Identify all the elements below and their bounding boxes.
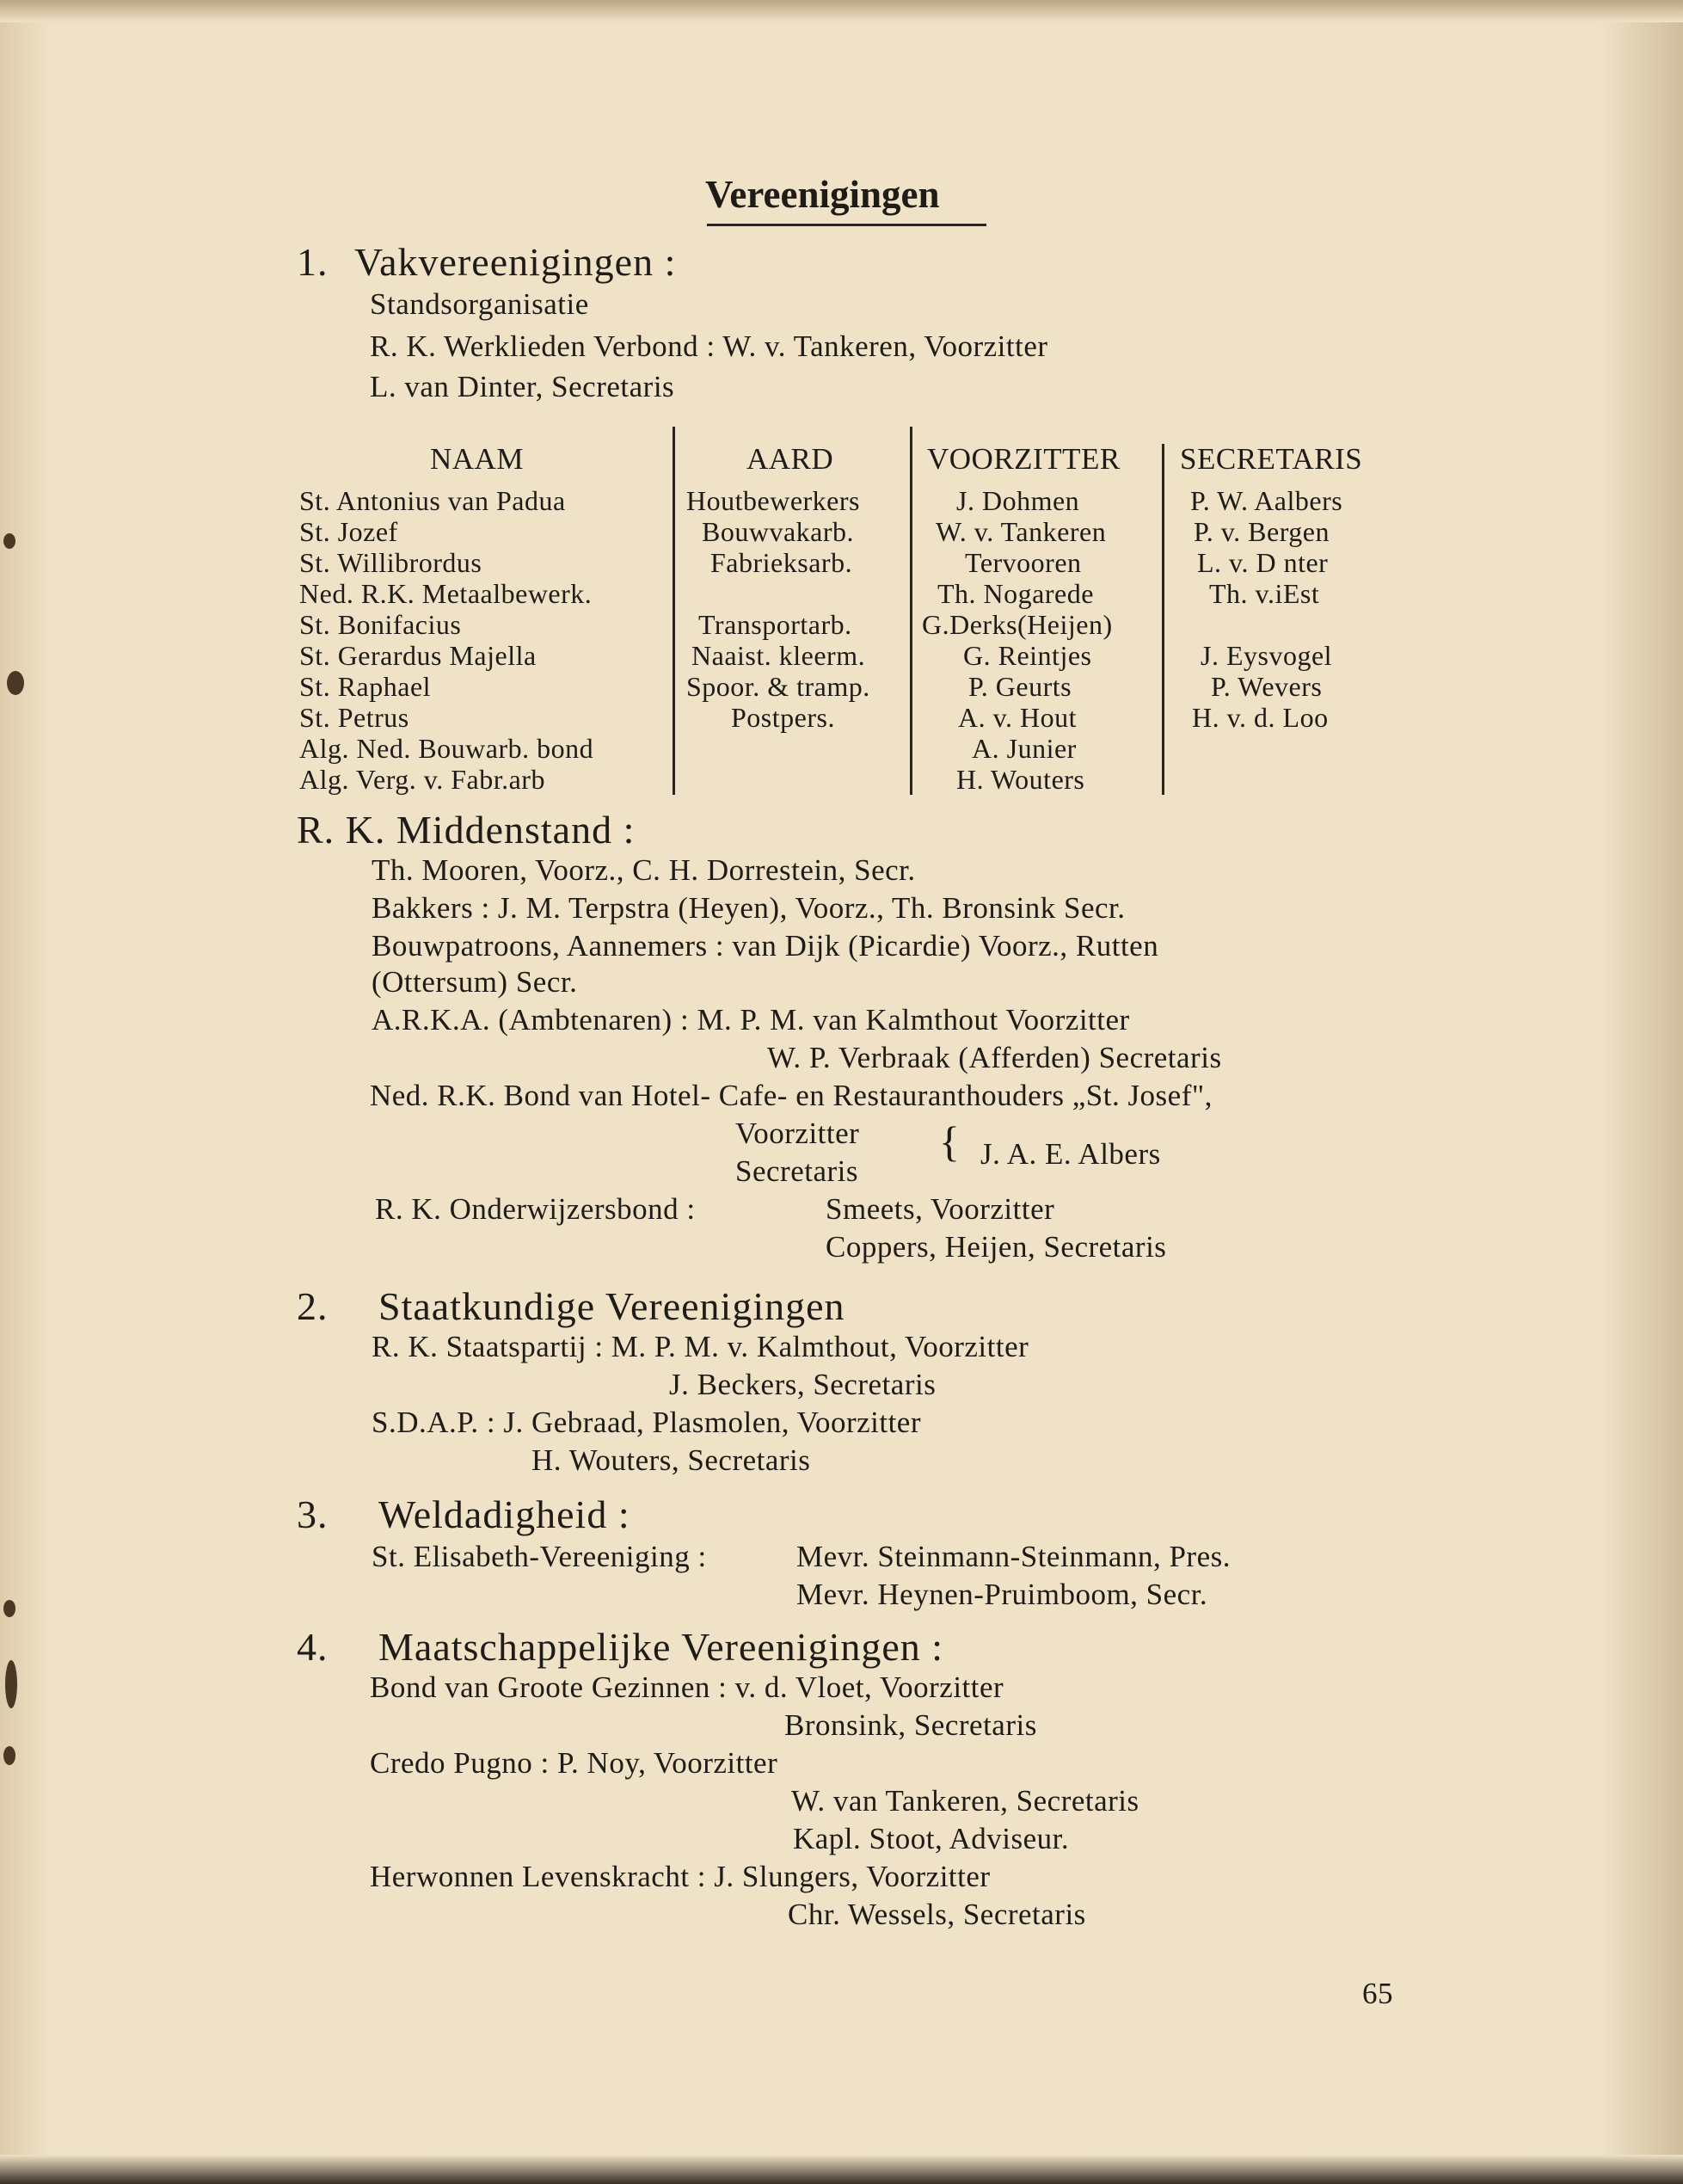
- table-cell-aard: Bouwvakarb.: [702, 516, 855, 547]
- table-cell-voorzitter: G. Reintjes: [963, 640, 1092, 671]
- table-cell-aard: Transportarb.: [698, 609, 852, 640]
- middenstand-line: Bouwpatroons, Aannemers : van Dijk (Picardie) Voorz., Rutten: [372, 929, 1159, 963]
- section-4-line: Bronsink, Secretaris: [784, 1708, 1037, 1742]
- section-1-heading: Vakvereenigingen :: [354, 240, 677, 284]
- section-3-number: 3.: [297, 1492, 329, 1536]
- section-4-heading: Maatschappelijke Vereenigingen :: [378, 1625, 944, 1669]
- section-4-line: Credo Pugno : P. Noy, Voorzitter: [370, 1746, 778, 1780]
- section-4-line: Chr. Wessels, Secretaris: [788, 1898, 1086, 1931]
- table-cell-naam: St. Gerardus Majella: [299, 640, 537, 671]
- table-header-aard: AARD: [746, 442, 834, 476]
- table-cell-aard: Naaist. kleerm.: [691, 640, 866, 671]
- section-4-line: Herwonnen Levenskracht : J. Slungers, Voorzitter: [370, 1860, 991, 1893]
- table-cell-voorzitter: Th. Nogarede: [937, 578, 1094, 609]
- table-header-secretaris: SECRETARIS: [1180, 442, 1363, 476]
- section-2-number: 2.: [297, 1284, 329, 1328]
- table-cell-voorzitter: P. Geurts: [968, 671, 1072, 702]
- table-cell-naam: St. Bonifacius: [299, 609, 462, 640]
- section-3-label: St. Elisabeth-Vereeniging :: [372, 1540, 707, 1573]
- table-cell-aard: Fabrieksarb.: [710, 547, 853, 578]
- table-cell-voorzitter: A. Junier: [972, 733, 1077, 764]
- table-cell-naam: St. Willibrordus: [299, 547, 482, 578]
- section-2-line: R. K. Staatspartij : M. P. M. v. Kalmthout, Voorzitter: [372, 1330, 1029, 1363]
- table-cell-secretaris: J. Eysvogel: [1201, 640, 1333, 671]
- section-4-line: W. van Tankeren, Secretaris: [791, 1784, 1139, 1818]
- middenstand-line: A.R.K.A. (Ambtenaren) : M. P. M. van Kalmthout Voorzitter: [372, 1003, 1130, 1037]
- table-cell-naam: St. Petrus: [299, 702, 409, 733]
- table-cell-secretaris: Th. v.iEst: [1209, 578, 1320, 609]
- table-cell-naam: St. Raphael: [299, 671, 432, 702]
- onderwijzersbond-label: R. K. Onderwijzersbond :: [375, 1192, 696, 1226]
- section-3-line: Mevr. Heynen-Pruimboom, Secr.: [796, 1578, 1208, 1611]
- paper-top-edge: [0, 0, 1683, 22]
- binding-hole: [3, 533, 15, 549]
- table-cell-voorzitter: W. v. Tankeren: [936, 516, 1107, 547]
- section-4-number: 4.: [297, 1625, 329, 1669]
- binding-hole: [3, 1600, 15, 1617]
- onderwijzersbond-voorzitter: Smeets, Voorzitter: [826, 1192, 1055, 1226]
- table-cell-naam: St. Antonius van Padua: [299, 485, 566, 516]
- brace-symbol: {: [939, 1117, 960, 1166]
- table-cell-voorzitter: A. v. Hout: [958, 702, 1078, 733]
- section-3-line: Mevr. Steinmann-Steinmann, Pres.: [796, 1540, 1231, 1573]
- table-divider: [1162, 444, 1164, 795]
- middenstand-line: W. P. Verbraak (Afferden) Secretaris: [767, 1041, 1222, 1074]
- middenstand-line: Ned. R.K. Bond van Hotel- Cafe- en Restauranthouders „St. Josef",: [370, 1079, 1213, 1112]
- table-cell-secretaris: H. v. d. Loo: [1192, 702, 1329, 733]
- paper-bottom-edge: [0, 2155, 1683, 2184]
- page-number: 65: [1362, 1977, 1393, 2010]
- table-cell-naam: Alg. Verg. v. Fabr.arb: [299, 764, 545, 795]
- page-title: Vereenigingen: [705, 173, 940, 216]
- table-cell-aard: Spoor. & tramp.: [686, 671, 870, 702]
- section-2-line: S.D.A.P. : J. Gebraad, Plasmolen, Voorzitter: [372, 1406, 921, 1439]
- section-1-line: L. van Dinter, Secretaris: [370, 370, 675, 403]
- binding-hole: [7, 671, 24, 695]
- table-cell-naam: Ned. R.K. Metaalbewerk.: [299, 578, 593, 609]
- table-divider: [673, 427, 675, 795]
- table-cell-voorzitter: Tervooren: [965, 547, 1082, 578]
- table-cell-secretaris: L. v. D nter: [1197, 547, 1329, 578]
- section-2-heading: Staatkundige Vereenigingen: [378, 1284, 845, 1328]
- middenstand-line: Th. Mooren, Voorz., C. H. Dorrestein, Secr.: [372, 853, 916, 887]
- middenstand-heading: R. K. Middenstand :: [297, 808, 636, 852]
- table-header-naam: NAAM: [430, 442, 524, 476]
- section-2-line: H. Wouters, Secretaris: [531, 1443, 811, 1477]
- table-cell-voorzitter: G.Derks(Heijen): [922, 609, 1113, 640]
- table-cell-secretaris: P. Wevers: [1211, 671, 1323, 702]
- table-cell-aard: Postpers.: [731, 702, 835, 733]
- section-1-line: R. K. Werklieden Verbond : W. v. Tankeren, Voorzitter: [370, 329, 1048, 363]
- onderwijzersbond-secretaris: Coppers, Heijen, Secretaris: [826, 1230, 1167, 1264]
- binding-hole: [3, 1746, 15, 1765]
- table-cell-aard: Houtbewerkers: [686, 485, 860, 516]
- table-header-voorzitter: VOORZITTER: [927, 442, 1121, 476]
- section-4-line: Kapl. Stoot, Adviseur.: [793, 1822, 1070, 1855]
- table-cell-secretaris: P. W. Aalbers: [1190, 485, 1343, 516]
- table-cell-voorzitter: J. Dohmen: [956, 485, 1080, 516]
- section-1-number: 1.: [297, 240, 329, 284]
- middenstand-line: (Ottersum) Secr.: [372, 965, 578, 999]
- table-cell-naam: St. Jozef: [299, 516, 398, 547]
- table-cell-secretaris: P. v. Bergen: [1194, 516, 1330, 547]
- middenstand-line: Bakkers : J. M. Terpstra (Heyen), Voorz., Th. Bronsink Secr.: [372, 891, 1126, 925]
- section-4-line: Bond van Groote Gezinnen : v. d. Vloet, Voorzitter: [370, 1670, 1004, 1704]
- section-2-line: J. Beckers, Secretaris: [669, 1368, 937, 1401]
- section-1-line: Standsorganisatie: [370, 287, 589, 321]
- middenstand-albers: J. A. E. Albers: [980, 1137, 1161, 1171]
- table-divider: [910, 427, 912, 795]
- table-cell-voorzitter: H. Wouters: [956, 764, 1085, 795]
- table-cell-naam: Alg. Ned. Bouwarb. bond: [299, 733, 594, 764]
- middenstand-secretaris-label: Secretaris: [735, 1154, 858, 1188]
- title-underline: [707, 224, 986, 226]
- binding-hole: [5, 1660, 17, 1708]
- middenstand-voorzitter-label: Voorzitter: [735, 1117, 860, 1150]
- section-3-heading: Weldadigheid :: [378, 1492, 630, 1536]
